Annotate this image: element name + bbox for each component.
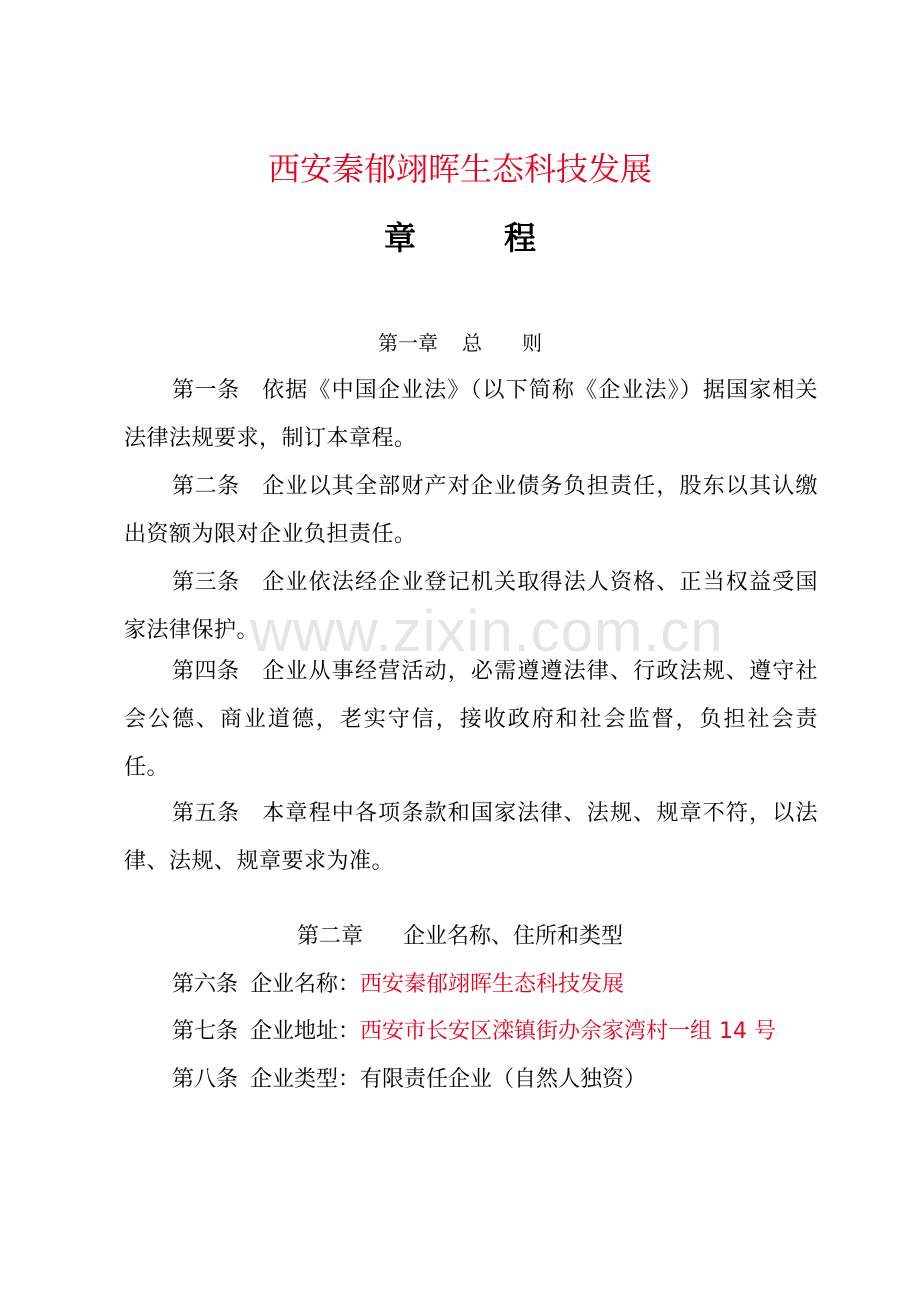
chapter-1-number: 第一章 <box>378 331 438 355</box>
chapter-1-heading <box>0 329 920 357</box>
article-number: 第四条 <box>172 659 240 684</box>
article-2 <box>124 463 818 559</box>
article-number: 第三条 <box>172 570 240 595</box>
article-8 <box>172 1065 646 1095</box>
watermark: www.zixin.com.cn <box>250 599 724 664</box>
article-label: 企业名称： <box>250 972 361 997</box>
chapter-2-name: 企业名称、住所和类型 <box>403 924 624 949</box>
article-number: 第七条 <box>172 1019 239 1044</box>
article-number: 第五条 <box>172 801 240 826</box>
article-5 <box>124 790 818 886</box>
article-number: 第八条 <box>172 1067 239 1092</box>
article-number: 第二条 <box>172 474 240 499</box>
chapter-2-heading <box>0 922 920 952</box>
chapter-1-name-char-2: 则 <box>522 331 542 355</box>
document-title: 西安秦郁翊晖生态科技发展 <box>267 150 652 188</box>
article-number: 第一条 <box>172 378 240 403</box>
article-label: 企业类型： <box>250 1067 361 1092</box>
subtitle-char-2: 程 <box>504 219 537 257</box>
company-name-value: 西安秦郁翊晖生态科技发展 <box>360 972 625 997</box>
chapter-1-name-char-1: 总 <box>462 331 482 355</box>
article-text: 企业以其全部财产对企业债务负担责任，股东以其认缴出资额为限对企业负担责任。 <box>124 474 818 547</box>
article-text: 企业依法经企业登记机关取得法人资格、正当权益受国家法律保护。 <box>124 570 818 643</box>
company-address-value: 西安市长安区滦镇街办佘家湾村一组 14 号 <box>360 1019 777 1044</box>
article-label: 企业地址： <box>250 1019 361 1044</box>
company-type-value: 有限责任企业（自然人独资） <box>360 1067 647 1092</box>
article-4 <box>124 648 818 792</box>
article-1 <box>124 367 818 463</box>
article-text: 企业从事经营活动，必需遵遵法律、行政法规、遵守社会公德、商业道德，老实守信，接收政府和社会监督，负担社会责任。 <box>124 659 818 780</box>
article-text: 本章程中各项条款和国家法律、法规、规章不符，以法律、法规、规章要求为准。 <box>124 801 818 874</box>
article-text: 依据《中国企业法》（以下简称《企业法》）据国家相关法律法规要求，制订本章程。 <box>124 378 818 451</box>
chapter-2-number: 第二章 <box>296 924 363 949</box>
article-7 <box>172 1017 776 1047</box>
article-number: 第六条 <box>172 972 239 997</box>
subtitle-char-1: 章 <box>383 219 416 257</box>
document-subtitle <box>0 214 920 262</box>
article-6 <box>172 970 624 1000</box>
